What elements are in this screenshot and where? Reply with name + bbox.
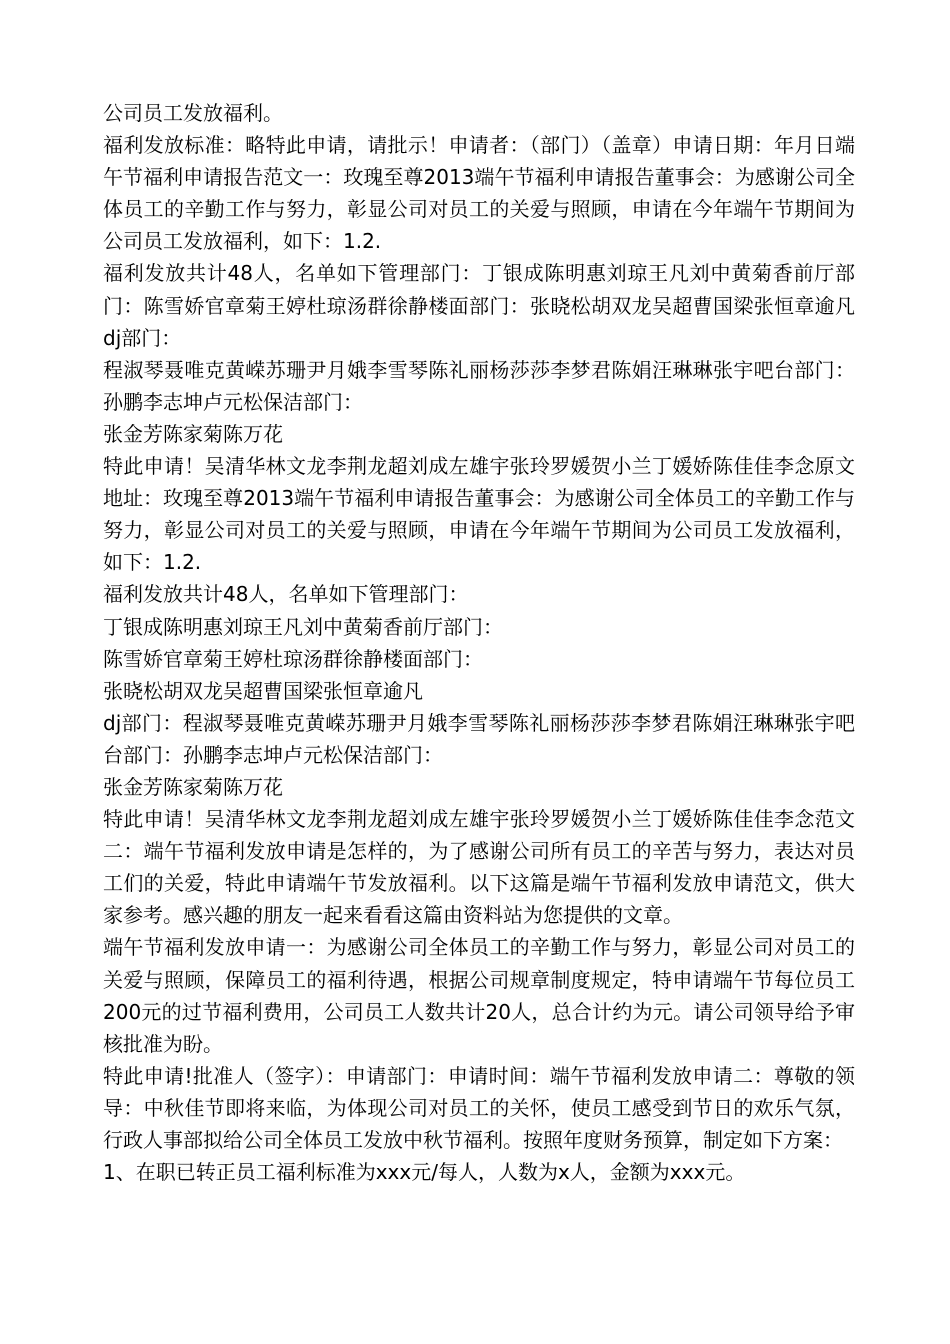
paragraph: 张晓松胡双龙吴超曹国梁张恒章逾凡: [103, 678, 423, 703]
document-body: [103, 97, 855, 1188]
paragraph: 特此申请！吴清华林文龙李荆龙超刘成左雄宇张玲罗媛贺小兰丁媛娇陈佳佳李念范文二：端午节福利发放申请是怎样的，为了感谢公司所有员工的辛苦与努力，表达对员工们的关爱，特此申请端午节发放福利。以下这篇是端午节福利发放申请范文，供大家参考。感兴趣的朋友一起来看看这篇由资料站为您提供的文章。: [103, 807, 855, 928]
paragraph: 福利发放标准：略特此申请，请批示！申请者：（部门）（盖章）申请日期：年月日端午节福利申请报告范文一：玫瑰至尊2013端午节福利申请报告董事会：为感谢公司全体员工的辛勤工作与努力，彰显公司对员工的关爱与照顾，申请在今年端午节期间为公司员工发放福利，如下：1.2.: [103, 133, 855, 254]
paragraph: 程淑琴聂唯克黄嵘苏珊尹月娥李雪琴陈礼丽杨莎莎李梦君陈娟汪琳琳张宇吧台部门：孙鹏李志坤卢元松保洁部门：: [103, 357, 855, 414]
paragraph: 丁银成陈明惠刘琼王凡刘中黄菊香前厅部门：: [103, 614, 503, 639]
paragraph: 端午节福利发放申请一：为感谢公司全体员工的辛勤工作与努力，彰显公司对员工的关爱与照顾，保障员工的福利待遇，根据公司规章制度规定，特申请端午节每位员工200元的过节福利费用，公司员工人数共计20人，总合计约为元。请公司领导给予审核批准为盼。: [103, 935, 855, 1056]
paragraph: dj部门：程淑琴聂唯克黄嵘苏珊尹月娥李雪琴陈礼丽杨莎莎李梦君陈娟汪琳琳张宇吧台部门：孙鹏李志坤卢元松保洁部门：: [103, 710, 855, 767]
paragraph: 福利发放共计48人，名单如下管理部门：丁银成陈明惠刘琼王凡刘中黄菊香前厅部门：陈雪娇官章菊王婷杜琼汤群徐静楼面部门：张晓松胡双龙吴超曹国梁张恒章逾凡dj部门：: [103, 261, 855, 350]
paragraph: 福利发放共计48人，名单如下管理部门：: [103, 582, 469, 607]
paragraph: 特此申请!批准人（签字）：申请部门：申请时间：端午节福利发放申请二：尊敬的领导：中秋佳节即将来临，为体现公司对员工的关怀，使员工感受到节日的欢乐气氛，行政人事部拟给公司全体员工发放中秋节福利。按照年度财务预算，制定如下方案：: [103, 1063, 855, 1152]
paragraph: 张金芳陈家菊陈万花: [103, 421, 283, 446]
paragraph: 1、在职已转正员工福利标准为xxx元/每人，人数为x人，金额为xxx元。: [103, 1160, 746, 1185]
paragraph: 张金芳陈家菊陈万花: [103, 774, 283, 799]
paragraph: 特此申请！吴清华林文龙李荆龙超刘成左雄宇张玲罗媛贺小兰丁媛娇陈佳佳李念原文地址：玫瑰至尊2013端午节福利申请报告董事会：为感谢公司全体员工的辛勤工作与努力，彰显公司对员工的关爱与照顾，申请在今年端午节期间为公司员工发放福利，如下：1.2.: [103, 454, 855, 575]
paragraph: 公司员工发放福利。: [103, 101, 283, 125]
paragraph: 陈雪娇官章菊王婷杜琼汤群徐静楼面部门：: [103, 646, 483, 671]
